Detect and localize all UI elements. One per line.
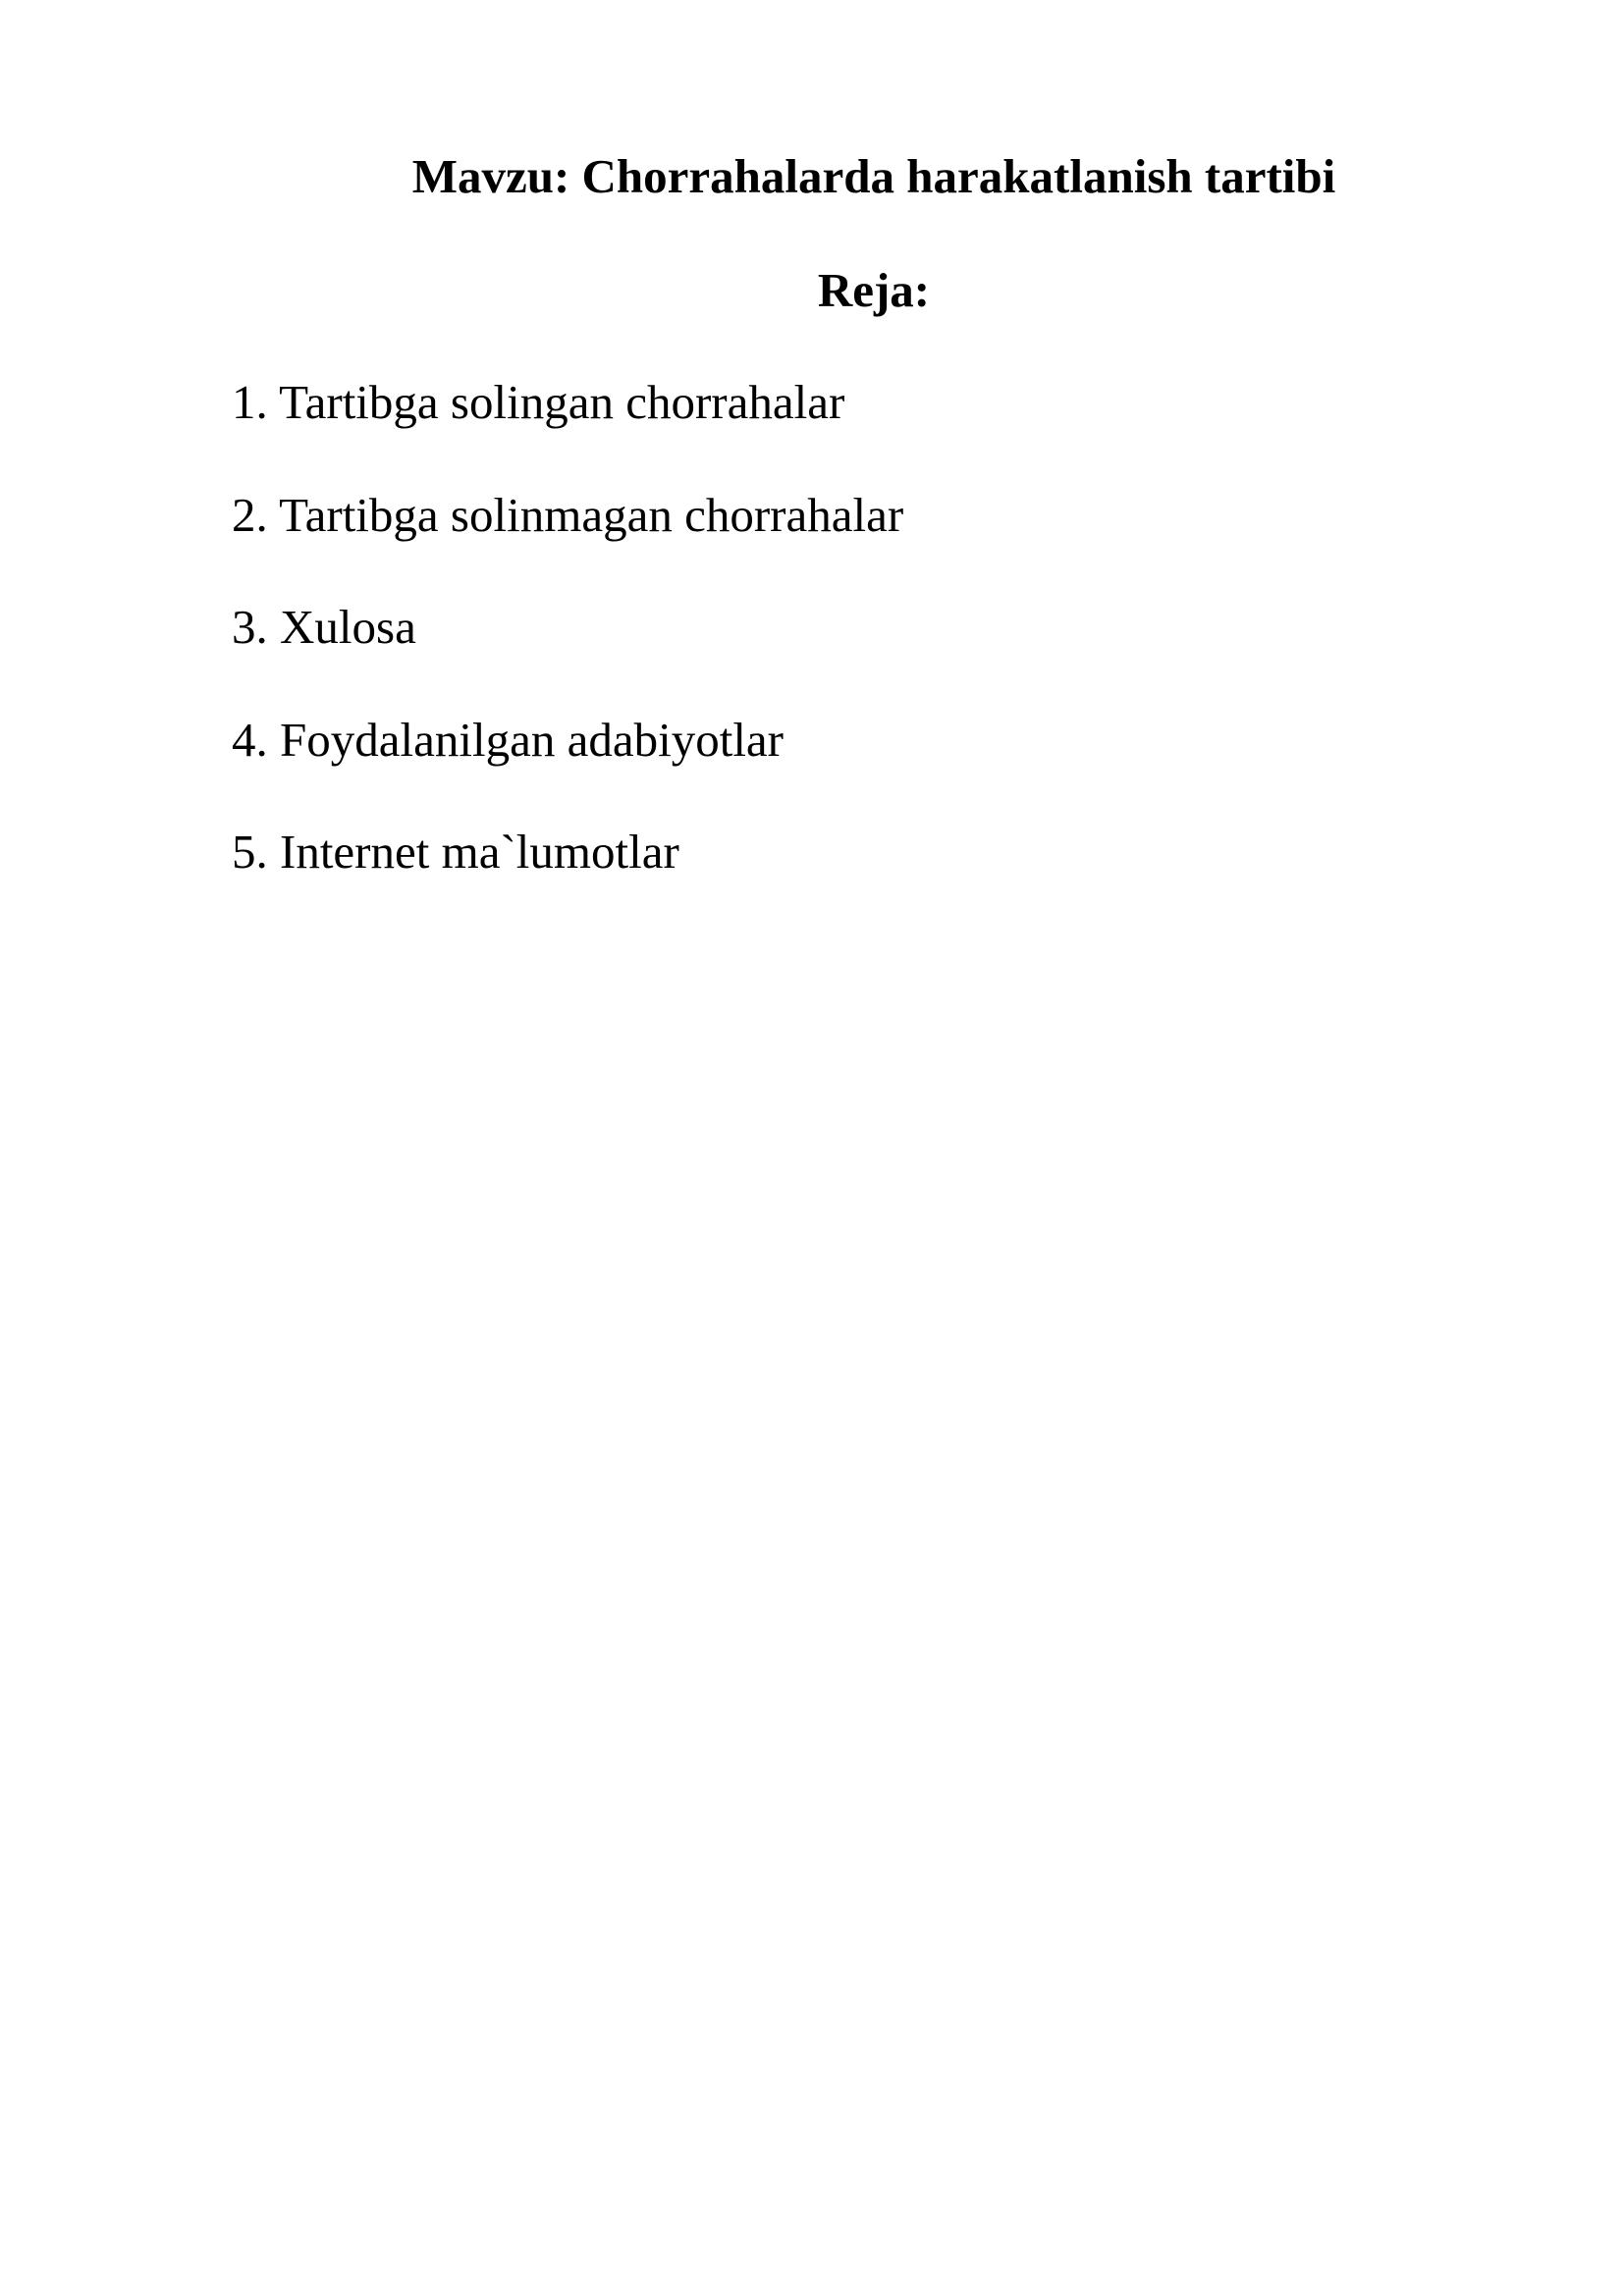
plan-heading: Reja:: [817, 263, 931, 317]
plan-list: [232, 375, 903, 937]
document-title: Mavzu: Chorrahalarda harakatlanish tartibi: [411, 149, 1336, 203]
plan-item: 3. Xulosa: [232, 600, 416, 654]
plan-item: 2. Tartibga solinmagan chorrahalar: [232, 487, 904, 542]
plan-item: 5. Internet ma`lumotlar: [232, 825, 679, 879]
plan-item: 4. Foydalanilgan adabiyotlar: [232, 712, 784, 767]
plan-item: 1. Tartibga solingan chorrahalar: [232, 375, 845, 429]
